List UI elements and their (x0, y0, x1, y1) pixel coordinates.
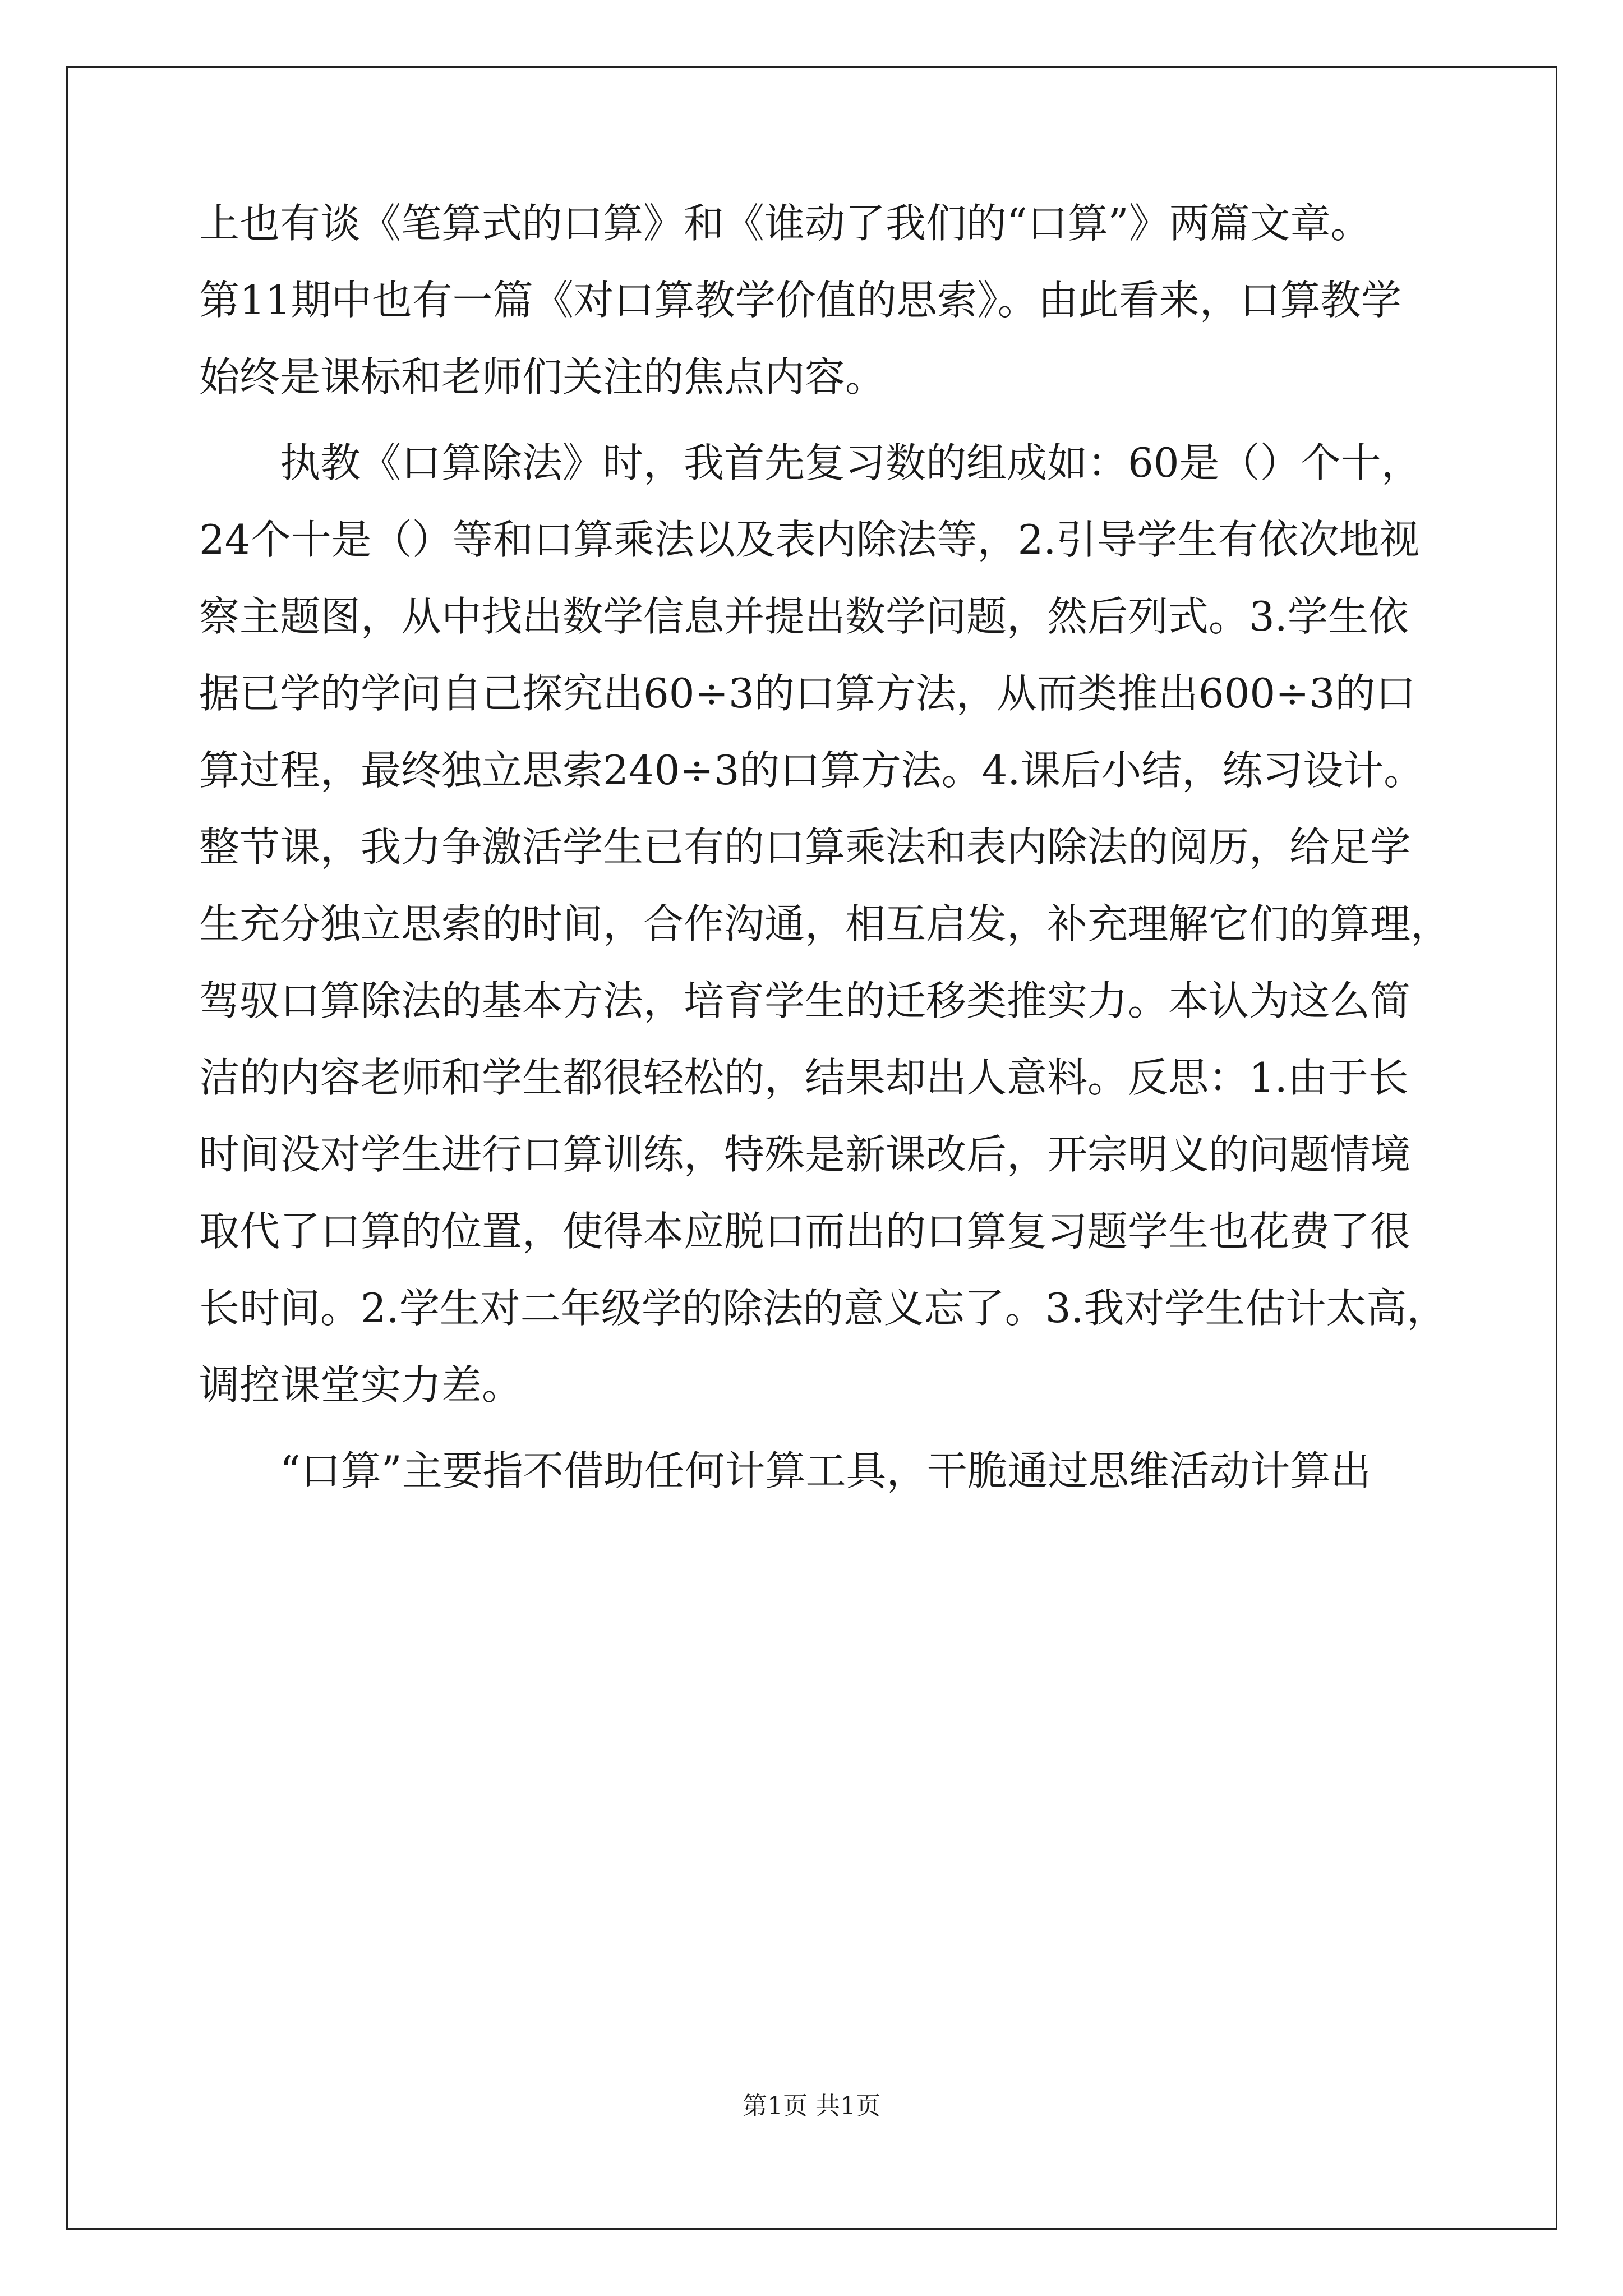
text-line: 长时间。2.学生对二年级学的除法的意义忘了。3.我对学生估计太高， (199, 1285, 1447, 1332)
text-line: 24个十是（）等和口算乘法以及表内除法等，2.引导学生有依次地视 (199, 516, 1420, 563)
text-line: 据已学的学问自己探究出60÷3的口算方法，从而类推出600÷3的口 (199, 670, 1416, 717)
text-line: 第11期中也有一篇《对口算教学价值的思索》。由此看来，口算教学 (199, 277, 1401, 324)
page-footer: 第1页 共1页 (743, 2092, 880, 2120)
text-line: 调控课堂实力差。 (199, 1361, 523, 1409)
text-line: 取代了口算的位置，使得本应脱口而出的口算复习题学生也花费了很 (199, 1208, 1411, 1255)
paragraph-start-line: 执教《口算除法》时，我首先复习数的组成如：60是（）个十， (280, 439, 1422, 486)
text-line: 时间没对学生进行口算训练，特殊是新课改后，开宗明义的问题情境 (199, 1131, 1411, 1178)
text-line: 驾驭口算除法的基本方法，培育学生的迁移类推实力。本认为这么简 (199, 977, 1411, 1024)
paragraph-start-line: “口算”主要指不借助任何计算工具，干脆通过思维活动计算出 (280, 1447, 1371, 1494)
text-line: 洁的内容老师和学生都很轻松的，结果却出人意料。反思：1.由于长 (199, 1054, 1409, 1101)
text-line: 上也有谈《笔算式的口算》和《谁动了我们的“口算”》两篇文章。 (199, 200, 1371, 247)
document-body (199, 185, 1451, 1510)
text-line: 算过程，最终独立思索240÷3的口算方法。4.课后小结，练习设计。 (199, 747, 1424, 794)
text-line: 始终是课标和老师们关注的焦点内容。 (199, 353, 886, 401)
text-line: 察主题图，从中找出数学信息并提出数学问题，然后列式。3.学生依 (199, 593, 1409, 640)
text-line: 生充分独立思索的时间，合作沟通，相互启发，补充理解它们的算理， (199, 900, 1451, 947)
text-line: 整节课，我力争激活学生已有的口算乘法和表内除法的阅历，给足学 (199, 823, 1411, 871)
